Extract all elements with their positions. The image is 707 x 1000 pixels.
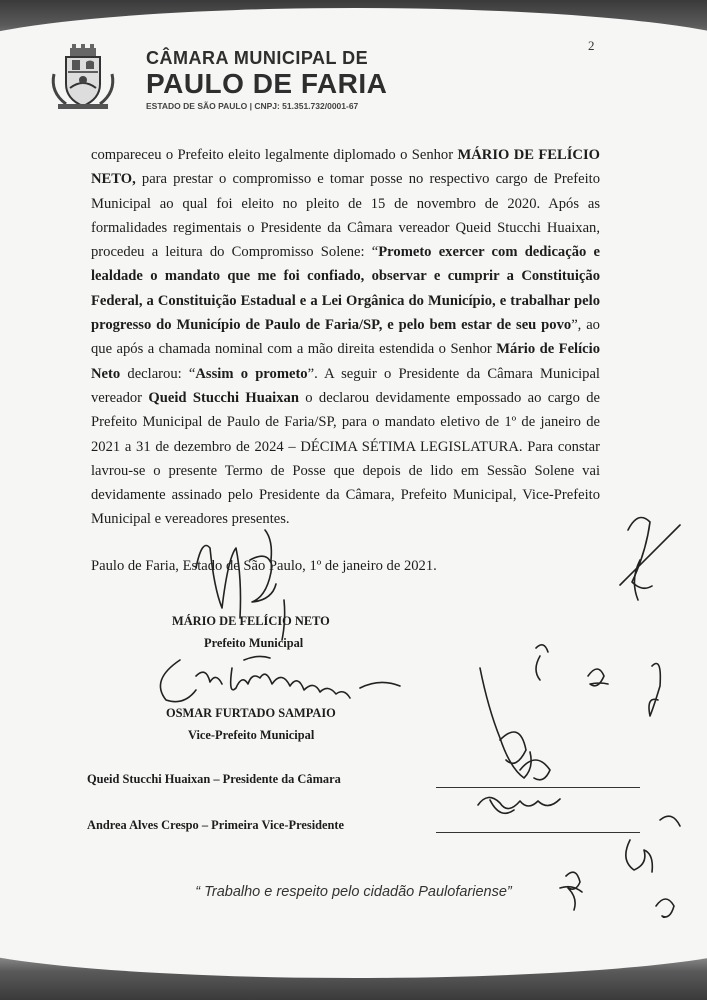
page-number: 2 — [588, 38, 595, 53]
body-text-1: compareceu o Prefeito eleito legalmente diplomado o Senhor — [91, 147, 458, 163]
body-text-2: para prestar o compromisso e tomar posse no respectivo cargo de Prefeito Municipal ao qual foi eleito no pleito de 15 de novembro de 2020. Após as formalidades regimentais o Presidente da Câmara vereador Queid Stucchi Huaixan, procedeu a leitura do Compromisso Solene: “ — [91, 171, 600, 261]
first-vice-label: Andrea Alves Crespo – Primeira Vice-Presidente — [87, 818, 345, 832]
vice-name: OSMAR FURTADO SAMPAIO — [166, 706, 336, 720]
document-body — [91, 143, 600, 532]
body-text-5: ”. A seguir o Presidente da Câmara Municipal vereador — [91, 365, 600, 406]
body-text-4: declarou: “ — [120, 365, 196, 382]
slogan: “ Trabalho e respeito pelo cidadão Paulofariense” — [195, 884, 512, 900]
mayor-name: MÁRIO DE FELÍCIO NETO — [172, 614, 330, 628]
dateline: Paulo de Faria, Estado de São Paulo, 1º de janeiro de 2021. — [91, 558, 437, 574]
president-label: Queid Stucchi Huaixan – Presidente da Câmara — [87, 772, 341, 786]
body-text-3: ”, ao que após a chamada nominal com a mão direita estendida o Senhor — [91, 317, 600, 358]
oath-text: Prometo exercer com dedicação e lealdade o mandato que me foi confiado, observar e cumprir a Constituição Federal, a Constituição Estadual e a Lei Orgânica do Município, e trabalhar pelo progresso do Município de Paulo de Faria/SP, e pelo bem estar de seu povo — [91, 244, 600, 334]
body-bold-4: Assim o prometo — [195, 365, 308, 382]
org-name-line2: PAULO DE FARIA — [146, 68, 388, 99]
first-vice-signature-line — [436, 832, 640, 833]
vice-title: Vice-Prefeito Municipal — [188, 728, 315, 742]
mayor-title: Prefeito Municipal — [204, 636, 304, 650]
body-bold-1: MÁRIO DE FELÍCIO NETO, — [91, 147, 601, 188]
president-signature-line — [436, 787, 640, 788]
body-bold-3: Mário de Felício Neto — [91, 341, 600, 382]
body-text-6: o declarou devidamente empossado ao cargo de Prefeito Municipal de Paulo de Faria/SP, para o mandato eletivo de 1º de janeiro de 2021 a 31 de dezembro de 2024 – DÉCIMA SÉTIMA LEGISLATURA. Para constar lavrou-se o presente Termo de Posse que depois de lido em Sessão Solene vai devidamente assinado pelo Presidente da Câmara, Prefeito Municipal, Vice-Prefeito Municipal e vereadores presentes. — [91, 389, 600, 528]
org-registration: ESTADO DE SÃO PAULO | CNPJ: 51.351.732/0001-67 — [146, 101, 359, 111]
municipal-crest-icon — [48, 44, 118, 114]
footer-curve — [0, 918, 707, 978]
body-bold-5: Queid Stucchi Huaixan — [148, 389, 299, 406]
org-name-line1: CÂMARA MUNICIPAL DE — [146, 48, 369, 68]
